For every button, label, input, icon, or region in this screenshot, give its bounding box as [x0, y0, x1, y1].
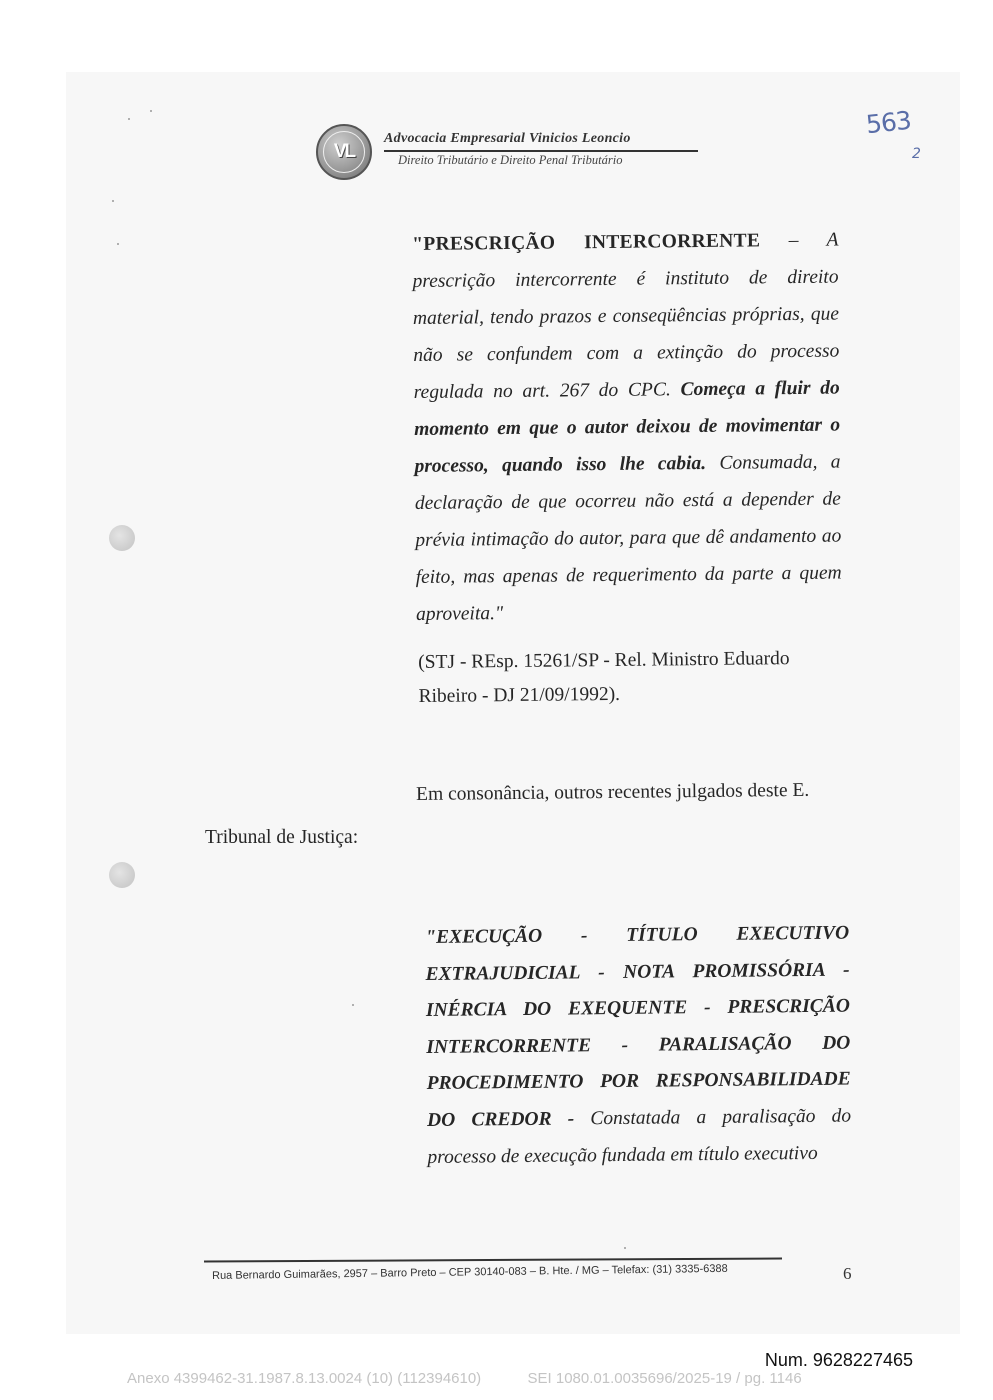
- paragraph-line-2: Tribunal de Justiça:: [205, 827, 359, 848]
- handwritten-folio-number: 563: [864, 105, 913, 140]
- page-number: 6: [843, 1264, 852, 1283]
- quote-text: Constatada a paralisação do processo de execução fundada em título executivo: [427, 1105, 852, 1168]
- quote-text: prescrição intercorrente é instituto de direito material, tendo prazos e conseqüências próprias, que não se confundem com a extinção do processo regulada no art. 267 do CPC.: [412, 266, 840, 403]
- firm-name: Advocacia Empresarial Vinicios Leoncio: [384, 131, 631, 146]
- scan-speck: [352, 1004, 354, 1006]
- quote-headnote: "EXECUÇÃO - TÍTULO EXECUTIVO EXTRAJUDICIAL - NOTA PROMISSÓRIA - INÉRCIA DO EXEQUENTE - PRESCRIÇÃO INTERCORRENTE - PARALISAÇÃO DO PROCEDIMENTO POR RESPONSABILIDADE DO CREDOR -: [425, 922, 851, 1131]
- punch-hole: [109, 525, 135, 551]
- scan-speck: [112, 200, 114, 202]
- jurisprudence-quote-2: [425, 916, 852, 1177]
- footer-address: Rua Bernardo Guimarães, 2957 – Barro Preto – CEP 30140-083 – B. Hte. / MG – Telefax: (31) 3335-6388: [212, 1262, 728, 1282]
- letterhead-rule: [384, 150, 698, 152]
- firm-subtitle: Direito Tributário e Direito Penal Tributário: [398, 153, 623, 167]
- scan-speck: [117, 243, 119, 245]
- handwritten-mark: 2: [912, 146, 921, 162]
- quote-heading-dash: – A: [788, 229, 839, 252]
- jurisprudence-quote-1: [412, 222, 842, 633]
- scan-speck: [128, 118, 130, 120]
- scan-speck: [150, 110, 152, 112]
- firm-logo: [316, 124, 372, 180]
- annex-stamp: [127, 1370, 802, 1387]
- quote-text-end: Consumada, a declaração de que ocorreu não está a depender de prévia intimação do autor, para que dê andamento ao feito, mas apenas de requerimento da parte a quem aproveita.": [414, 451, 842, 625]
- document-number-stamp: Num. 9628227465: [764, 1350, 913, 1370]
- punch-hole: [109, 862, 135, 888]
- quote-emphasis: Começa a fluir do momento em que o autor deixou de movimentar o processo, quando isso lhe cabia.: [414, 377, 841, 477]
- scan-speck: [624, 1247, 626, 1249]
- annex-reference: Anexo 4399462-31.1987.8.13.0024 (10) (112394610): [127, 1370, 482, 1387]
- quote-heading: "PRESCRIÇÃO INTERCORRENTE: [412, 230, 761, 255]
- sei-reference: SEI 1080.01.0035696/2025-19 / pg. 1146: [527, 1370, 802, 1387]
- firm-logo-mark: VL: [323, 131, 365, 173]
- citation: (STJ - REsp. 15261/SP - Rel. Ministro Eduardo Ribeiro - DJ 21/09/1992).: [418, 648, 790, 707]
- paragraph-line-1: Em consonância, outros recentes julgados deste E.: [416, 779, 810, 805]
